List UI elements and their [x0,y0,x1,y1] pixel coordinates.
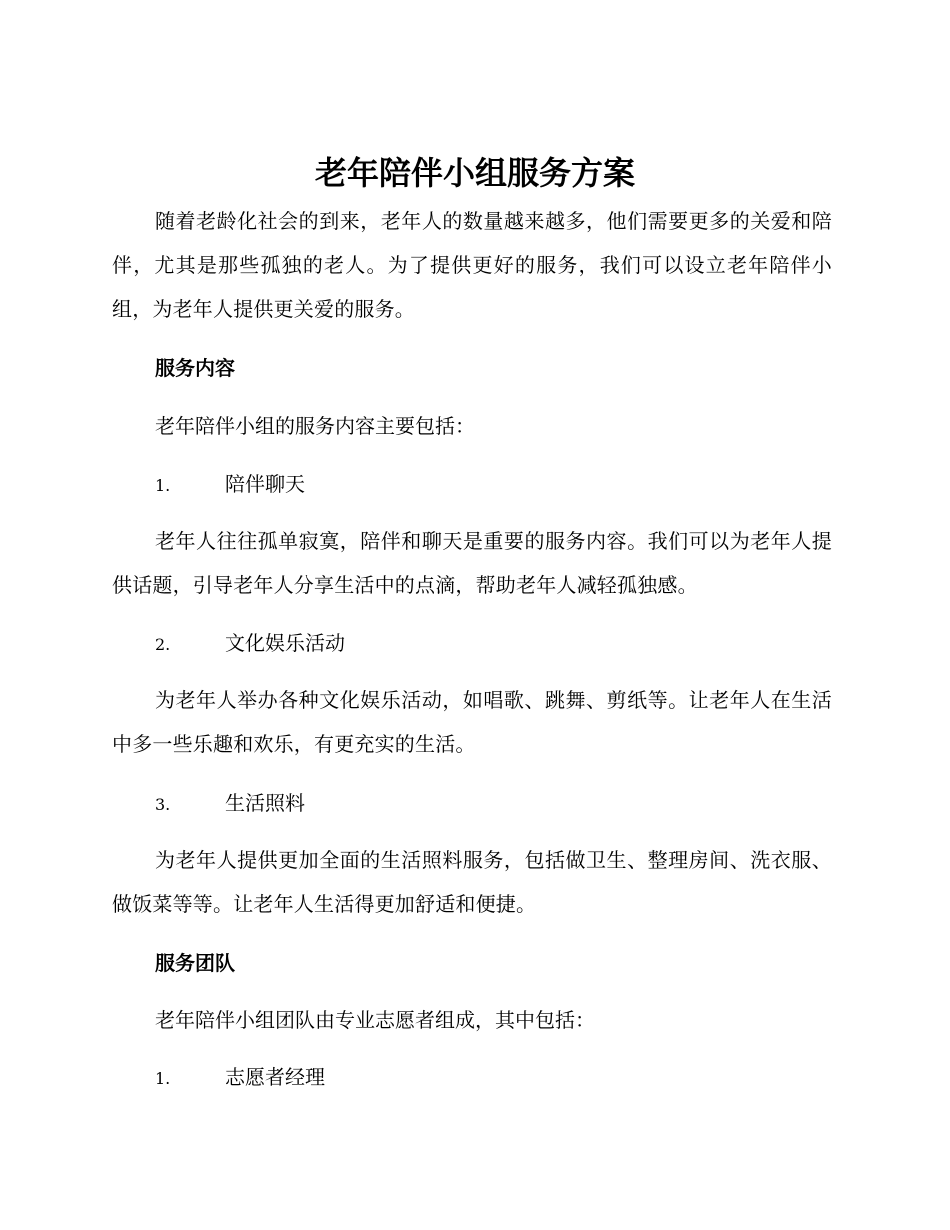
list-item-number: 2. [155,635,171,654]
list-item [155,788,305,820]
list-item-number: 1. [155,476,171,495]
intro-paragraph: 随着老龄化社会的到来，老年人的数量越来越多，他们需要更多的关爱和陪伴，尤其是那些孤独的老人。为了提供更好的服务，我们可以设立老年陪伴小组，为老年人提供更关爱的服务。 [112,209,832,321]
list-item [155,628,345,660]
section-lead-service-team: 老年陪伴小组团队由专业志愿者组成，其中包括： [155,1008,595,1032]
list-item [155,469,305,501]
list-item-label: 生活照料 [225,791,305,815]
list-item [155,1062,325,1094]
list-item-label: 志愿者经理 [225,1065,325,1089]
list-item-description: 为老年人举办各种文化娱乐活动，如唱歌、跳舞、剪纸等。让老年人在生活中多一些乐趣和欢乐，有更充实的生活。 [112,688,832,756]
list-item-description: 为老年人提供更加全面的生活照料服务，包括做卫生、整理房间、洗衣服、做饭菜等等。让老年人生活得更加舒适和便捷。 [112,848,832,916]
list-item-number: 3. [155,795,171,814]
section-heading-service-team: 服务团队 [155,951,235,975]
section-lead-service-content: 老年陪伴小组的服务内容主要包括： [155,414,475,438]
list-item-number: 1. [155,1069,171,1088]
section-heading-service-content: 服务内容 [155,356,235,380]
list-item-label: 文化娱乐活动 [225,631,345,655]
list-item-label: 陪伴聊天 [225,472,305,496]
list-item-description: 老年人往往孤单寂寞，陪伴和聊天是重要的服务内容。我们可以为老年人提供话题，引导老年人分享生活中的点滴，帮助老年人减轻孤独感。 [112,529,832,597]
document-title: 老年陪伴小组服务方案 [314,154,635,192]
